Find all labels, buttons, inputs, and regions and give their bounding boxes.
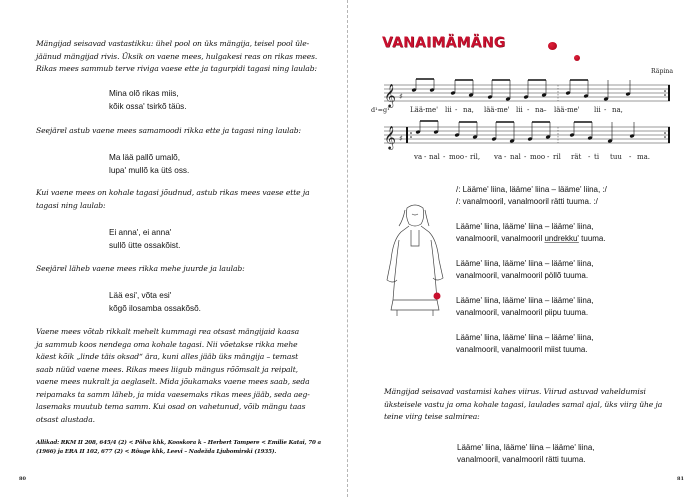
- left-page: [0, 0, 347, 497]
- lyric-syllable: lii: [445, 106, 452, 114]
- lyric-syllable: -: [504, 153, 507, 161]
- music-place: Räpina: [651, 68, 674, 75]
- verse-line: kõgõ ilosamba ossakõsõ.: [109, 303, 201, 313]
- paragraph-5: Vaene mees võtab rikkalt mehelt kummagi rea otsast mängijaid kaasa ja sammub koos nendega oma kohale tagasi. Nii võetakse rikka mehe käest kõik „linde täis oksad“ ära, kuni alles jääb üks mängija – temast saab nüüd vaene mees. Rikas mees liigub mängus rõõmsalt ja reipalt, vaene mees nukralt ja aeglaselt. Mida jõukamaks vaene mees saab, seda reipamaks ta samm läheb, ja mida vaesemaks rikas mees jääb, seda aeg- lasemaks muutub tema samm. Kui osad on vahetunud, võib mängu taas otsast alustada.: [36, 327, 310, 424]
- stanza-line: vanalmooril, vanalmooril piipu tuuma.: [456, 307, 589, 317]
- lyric-syllable: -: [455, 106, 458, 114]
- verse-line: vanalmooril, vanalmooril rätti tuuma.: [457, 455, 586, 464]
- treble-clef-icon: 𝄞: [384, 83, 396, 107]
- page-number-right: 81: [677, 476, 684, 482]
- lyric-syllable: lii: [516, 106, 523, 114]
- lyric-syllable: ril,: [470, 153, 481, 161]
- stanza-line: Lääme' liina, lääme' liina – lääme' liina,: [456, 333, 594, 342]
- verse-refusal: [109, 227, 180, 252]
- lyric-syllable: Lää-me': [410, 106, 439, 114]
- refrain-line: /: vanalmooril, vanalmooril rätti tuuma. :/: [456, 196, 598, 206]
- verse-line: kõik ossa' tsirkõ täüs.: [109, 101, 187, 111]
- intro-paragraph: Mängijad seisavad vastastikku: ühel pool on üks mängija, teisel pool üle- jäänud mängijad rivis. Üksik on vaene mees, hulgakesi reas on rikas mees. Rikas mees sammub terve riviga vaese ette ja tagurpidi tagasi ning laulab:: [36, 39, 318, 73]
- verse-line: sullõ ütte ossakõist.: [109, 240, 181, 250]
- verse-line: Lää esi', võta esi': [109, 291, 172, 300]
- song-title: VANAIMÄMÄNG: [382, 35, 506, 51]
- lyric-syllable: na,: [612, 106, 623, 114]
- lyric-syllable: -: [629, 153, 632, 161]
- lyric-syllable: -: [465, 153, 468, 161]
- refrain: [456, 184, 607, 207]
- lyric-syllable: -: [424, 153, 427, 161]
- lyric-syllable: ti: [594, 153, 600, 161]
- key-label: d¹=g¹: [371, 106, 390, 114]
- lyric-syllable: –: [543, 106, 547, 114]
- stanza-line: vanalmooril, vanalmooril pöllõ tuuma.: [456, 270, 589, 280]
- decorative-berry-dot: [548, 42, 557, 50]
- lyric-syllable: na,: [463, 106, 474, 114]
- verse-line: Mina olõ rikas miis,: [109, 89, 179, 98]
- final-verse: [457, 442, 595, 466]
- glossed-word: undrekku': [544, 233, 579, 243]
- stanza-3: [456, 295, 594, 318]
- page-divider: [347, 0, 348, 497]
- verse-line: lupa' mullõ ka ütś oss.: [109, 165, 190, 175]
- stanza-line: Lääme' liina, lääme' liina – lääme' liina,: [456, 222, 594, 231]
- lyric-syllable: lää-me': [554, 106, 580, 114]
- staff-2: [384, 127, 670, 143]
- decorative-berry-dot: [434, 293, 441, 300]
- lyric-syllable: moo: [530, 153, 546, 161]
- lyric-syllable: -: [588, 153, 591, 161]
- treble-clef-icon: 𝄞: [384, 125, 396, 149]
- paragraph-4: Seejärel läheb vaene mees rikka mehe juurde ja laulab:: [36, 264, 245, 273]
- stanza-line: vanalmooril, vanalmooril undrekku' tuuma.: [456, 233, 606, 243]
- lyric-syllable: -: [443, 153, 446, 161]
- stanza-line: Lääme' liina, lääme' liina – lääme' liina,: [456, 259, 594, 268]
- page-number-left: 80: [19, 476, 26, 482]
- lyric-syllable: -: [527, 106, 530, 114]
- lyric-syllable: -: [547, 153, 550, 161]
- paragraph-3: Kui vaene mees on kohale tagasi jõudnud, astub rikas mees vaese ette ja tagasi ning laulab:: [36, 188, 310, 210]
- stanza-4: [456, 332, 594, 355]
- lyric-syllable: va: [414, 153, 423, 161]
- stanza-line: vanalmooril, vanalmooril miist tuuma.: [456, 344, 588, 354]
- stanza-line: Lääme' liina, lääme' liina – lääme' liina,: [456, 296, 594, 305]
- sharp-icon: ♯: [399, 92, 403, 101]
- woman-figure-illustration: [379, 200, 449, 320]
- lyric-syllable: nal: [429, 153, 440, 161]
- lyric-syllable: rät: [571, 153, 582, 161]
- verse-line: Ma lää pallõ umalõ,: [109, 153, 180, 162]
- notes-line-1: [411, 79, 630, 101]
- paragraph-2: Seejärel astub vaene mees samamoodi rikka ette ja tagasi ning laulab:: [36, 126, 302, 135]
- stanza-2: [456, 258, 594, 281]
- lyric-syllable: -: [604, 106, 607, 114]
- lyric-syllable: lää-me': [484, 106, 510, 114]
- lyric-syllable: ma.: [637, 153, 651, 161]
- sources-note: Allikad: RKM II 208, 645/4 (2) < Põlva khk, Kooskora k – Herbert Tampere < Emilie Katai, 70 a (1966) ja ERA II 102, 677 (2) < Rõuge khk, Leevi – Nadežda Ljubomirski (1935).: [36, 440, 322, 455]
- verse-rich-man: [109, 88, 187, 113]
- lyric-syllable: lii: [594, 106, 601, 114]
- verse-line: Ei anna', ei anna': [109, 228, 172, 237]
- lyric-syllable: va: [494, 153, 503, 161]
- notes-line-2: [415, 121, 634, 143]
- lyric-syllable: moo: [449, 153, 465, 161]
- lyric-syllable: -: [524, 153, 527, 161]
- sharp-icon: ♯: [399, 134, 403, 143]
- lyric-syllable: nal: [510, 153, 521, 161]
- verse-line: Lääme' liina, lääme' liina – lääme' liina,: [457, 443, 595, 452]
- lyric-syllable: na: [535, 106, 544, 114]
- stanza-1: [456, 221, 606, 244]
- verse-take: [109, 290, 201, 315]
- refrain-line: /: Lääme' liina, lääme' liina – lääme' liina, :/: [456, 185, 607, 194]
- lyric-syllable: ril: [553, 153, 561, 161]
- verse-poor-man: [109, 152, 189, 177]
- decorative-berry-dot: [574, 55, 580, 61]
- lyric-syllable: tuu: [610, 153, 622, 161]
- game-instructions-paragraph: Mängijad seisavad vastamisi kahes viirus. Viirud astuvad vaheldumisi üksteisele vastu ja oma kohale tagasi, laulades samal ajal, üks viirg ühe ja teine viirg teise salmirea:: [384, 387, 663, 421]
